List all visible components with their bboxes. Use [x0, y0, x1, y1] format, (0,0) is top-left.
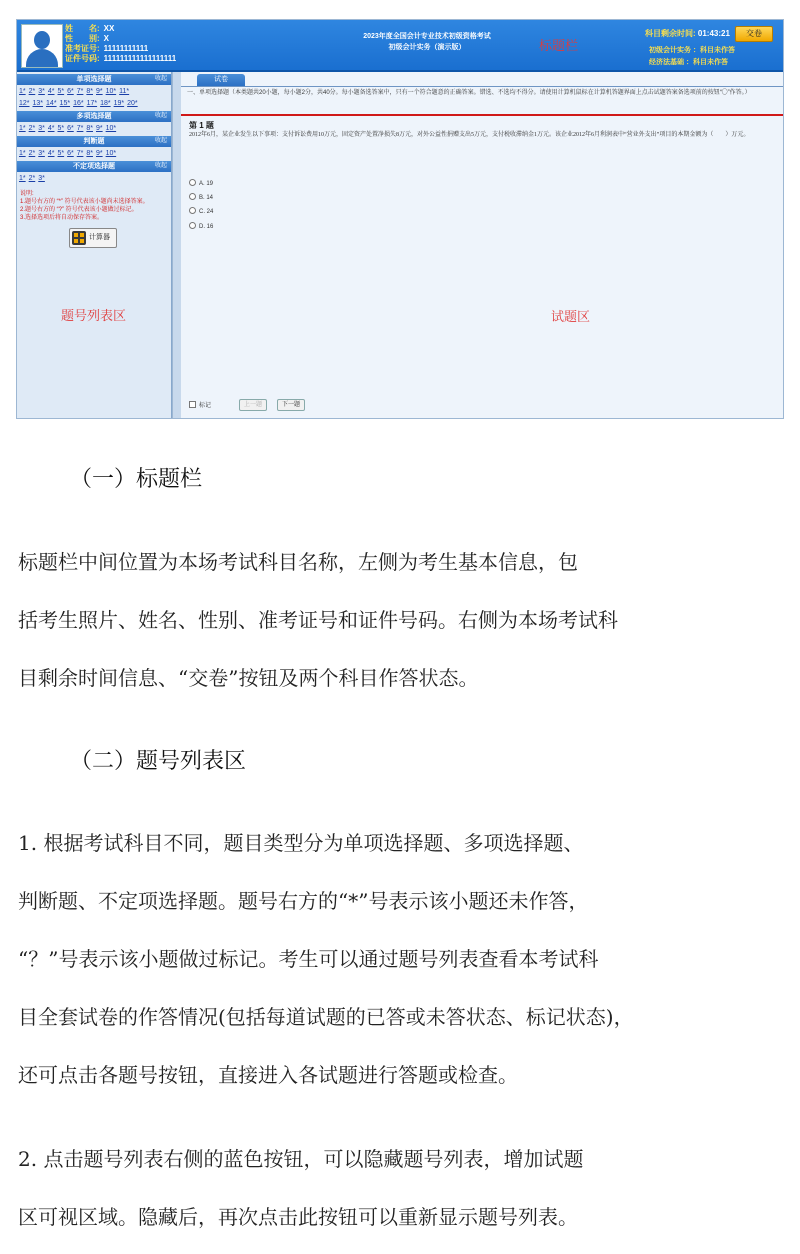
question-number-row: [17, 172, 171, 184]
ticket-label: 准考证号:: [65, 44, 100, 53]
question-list-panel: [17, 72, 172, 418]
collapse-button[interactable]: 收起: [154, 138, 167, 144]
radio-icon[interactable]: [189, 222, 196, 229]
paragraph-line: 目剩余时间信息、“交卷”按钮及两个科目作答状态。: [18, 666, 479, 690]
tab-strip: [181, 74, 783, 87]
question-number-button[interactable]: 3*: [38, 150, 45, 157]
paragraph-line: 还可点击各题号按钮，直接进入各试题进行答题或检查。: [18, 1063, 518, 1087]
section-header: [17, 136, 171, 147]
ticket-value: 11111111111: [103, 44, 149, 53]
paragraph-title-bar: [18, 533, 788, 707]
name-value: XX: [103, 24, 115, 33]
heading-question-list: （二）题号列表区: [70, 749, 247, 774]
option-label: D. 16: [199, 224, 214, 230]
question-number-button[interactable]: 1*: [19, 125, 26, 132]
question-number-button[interactable]: 11*: [119, 88, 130, 95]
question-sections: [17, 74, 171, 184]
question-number-button[interactable]: 6*: [67, 125, 74, 132]
option-label: C. 24: [199, 209, 214, 215]
mark-label: 标记: [199, 403, 212, 409]
question-number-button[interactable]: 6*: [67, 150, 74, 157]
candidate-photo: [21, 24, 63, 68]
question-number-button[interactable]: 17*: [86, 100, 98, 107]
subject-status-2: 经济法基础 ：科目未作答: [649, 59, 728, 66]
question-number-button[interactable]: 4*: [47, 88, 55, 95]
tab-paper[interactable]: 试卷: [197, 74, 245, 86]
question-number-button[interactable]: 4*: [47, 125, 55, 132]
mark-checkbox[interactable]: [189, 400, 211, 409]
radio-icon[interactable]: [189, 207, 196, 214]
candidate-info: [65, 24, 176, 64]
person-body-icon: [26, 49, 58, 68]
question-number-button[interactable]: 10*: [105, 125, 117, 132]
paragraph-question-list-1: [18, 814, 788, 1104]
option-d[interactable]: [189, 222, 213, 230]
annotation-question-list: 题号列表区: [61, 308, 127, 323]
gender-value: X: [103, 34, 110, 43]
question-number-button[interactable]: 2*: [28, 88, 36, 95]
question-stem: 2012年6月，某企业发生以下事项：支付诉讼费用10万元，固定资产处置净损失8万元，对外公益性捐赠支出5万元，支付税收滞纳金1万元。该企业2012年6月利润表中“营业外支出”项目的本期金额为（ ）万元。: [189, 132, 750, 138]
paragraph-line: 标题栏中间位置为本场考试科目名称，左侧为考生基本信息，包: [18, 550, 578, 574]
question-number-button[interactable]: 3*: [38, 125, 45, 132]
option-a[interactable]: [189, 179, 213, 187]
paragraph-line: 判断题、不定项选择题。题号右方的“*”号表示该小题还未作答，: [18, 889, 589, 913]
question-number-row: [17, 147, 171, 159]
annotation-title-bar: 标题栏: [539, 38, 579, 53]
question-number-row: [17, 122, 171, 134]
question-number-button[interactable]: 2*: [28, 125, 36, 132]
question-number-button[interactable]: 10*: [105, 88, 117, 95]
question-number-row: [17, 85, 171, 97]
exam-title-line-1: 2023年度全国会计专业技术初级资格考试: [363, 33, 491, 40]
calculator-icon: [72, 231, 86, 245]
calculator-label: 计算器: [89, 234, 110, 241]
question-number-button[interactable]: 15*: [59, 100, 71, 107]
exam-screenshot: [16, 19, 784, 419]
legend-line: 1.题号右方的 “*” 符号代表该小题尚未选择答案。: [20, 199, 149, 205]
section-header: [17, 74, 171, 85]
section-title: 判断题: [83, 138, 105, 145]
calculator-button[interactable]: [69, 228, 117, 248]
submit-button[interactable]: 交卷: [735, 26, 773, 42]
question-number-button[interactable]: 5*: [57, 125, 65, 132]
collapse-button[interactable]: 收起: [154, 113, 167, 119]
question-number-button[interactable]: 7*: [76, 150, 84, 157]
checkbox-icon[interactable]: [189, 401, 196, 408]
heading-title-bar: （一）标题栏: [70, 467, 203, 492]
subject-status-1: 初级会计实务 ：科目未作答: [649, 47, 735, 54]
question-number-button[interactable]: 12*: [19, 100, 30, 107]
option-label: B. 14: [199, 195, 214, 201]
gender-label: 性 别:: [65, 34, 100, 43]
section-title: 不定项选择题: [73, 163, 115, 170]
question-number-button[interactable]: 10*: [105, 150, 117, 157]
question-number-button[interactable]: 3*: [38, 175, 45, 182]
paragraph-line: 括考生照片、姓名、性别、准考证号和证件号码。右侧为本场考试科: [18, 608, 618, 632]
person-icon: [34, 31, 50, 49]
option-c[interactable]: [189, 207, 213, 215]
option-b[interactable]: [189, 193, 213, 201]
collapse-button[interactable]: 收起: [154, 76, 167, 82]
question-number-row: [17, 97, 171, 109]
paragraph-line: 2. 点击题号列表右侧的蓝色按钮，可以隐藏题号列表，增加试题: [18, 1147, 584, 1171]
question-number-button[interactable]: 5*: [57, 150, 65, 157]
question-number-button[interactable]: 6*: [67, 88, 74, 95]
paragraph-line: 目全套试卷的作答情况(包括每道试题的已答或未答状态、标记状态)，: [18, 1005, 634, 1029]
question-number-button[interactable]: 9*: [96, 150, 103, 157]
question-number-button[interactable]: 7*: [76, 88, 84, 95]
section-title: 多项选择题: [76, 113, 112, 120]
question-number-button[interactable]: 4*: [47, 150, 55, 157]
question-number-button[interactable]: 8*: [86, 125, 93, 132]
legend-line: 3.选择选项后将自动保存答案。: [20, 215, 104, 221]
time-label: 科目剩余时间:: [645, 29, 696, 38]
id-value: 111111111111111111: [103, 54, 177, 63]
question-number-button[interactable]: 16*: [73, 100, 84, 107]
question-number-button[interactable]: 18*: [100, 100, 111, 107]
exam-title-line-2: 初级会计实务（演示版）: [388, 44, 466, 51]
section-header: [17, 111, 171, 122]
question-number-button[interactable]: 1*: [19, 175, 26, 182]
prev-question-button[interactable]: 上一题: [239, 399, 267, 411]
paragraph-line: 区可视区域。隐藏后，再次点击此按钮可以重新显示题号列表。: [18, 1205, 578, 1229]
question-area: [181, 72, 783, 418]
radio-icon[interactable]: [189, 179, 196, 186]
legend-line: 说明:: [20, 191, 34, 197]
section-instructions: 一、单项选择题（本类题共20小题，每小题2分，共40分。每小题备选答案中，只有一个符合题意的正确答案。错选、不选均不得分。请使用计算机鼠标在计算机答题界面上点击试题答案备选项前的按钮“〇”作答。）: [187, 90, 751, 96]
question-number-button[interactable]: 5*: [57, 88, 65, 95]
name-label: 姓 名:: [65, 24, 100, 33]
question-number-button[interactable]: 20*: [127, 100, 138, 107]
question-number-button[interactable]: 7*: [76, 125, 84, 132]
question-number-button[interactable]: 8*: [86, 150, 93, 157]
paragraph-question-list-2: [18, 1130, 788, 1246]
question-number-button[interactable]: 9*: [96, 88, 103, 95]
legend: [17, 184, 171, 222]
question-number-button[interactable]: 2*: [28, 150, 36, 157]
exam-title: [317, 31, 537, 53]
question-number-button[interactable]: 14*: [46, 100, 57, 107]
option-label: A. 19: [199, 181, 214, 187]
remaining-time: [645, 28, 730, 39]
question-number-button[interactable]: 9*: [96, 125, 103, 132]
question-number-button[interactable]: 13*: [32, 100, 44, 107]
question-number-button[interactable]: 8*: [86, 88, 93, 95]
paragraph-line: 1. 根据考试科目不同，题目类型分为单项选择题、多项选择题、: [18, 831, 584, 855]
annotation-question-area: 试题区: [551, 309, 591, 324]
id-label: 证件号码:: [65, 54, 100, 63]
sidebar-toggle-bar[interactable]: [172, 72, 181, 418]
title-bar: [17, 20, 783, 72]
question-number-button[interactable]: 3*: [38, 88, 45, 95]
time-value: 01:43:21: [697, 29, 730, 38]
radio-icon[interactable]: [189, 193, 196, 200]
next-question-button[interactable]: 下一题: [277, 399, 305, 411]
question-number-button[interactable]: 2*: [28, 175, 36, 182]
section-header: [17, 161, 171, 172]
collapse-button[interactable]: 收起: [154, 163, 167, 169]
question-number-button[interactable]: 1*: [19, 88, 26, 95]
question-number-button[interactable]: 19*: [113, 100, 125, 107]
paragraph-line: “？”号表示该小题做过标记。考生可以通过题号列表查看本考试科: [18, 947, 599, 971]
section-title: 单项选择题: [76, 76, 112, 83]
divider: [181, 114, 783, 116]
legend-line: 2.题号右方的 “?” 符号代表该小题做过标记。: [20, 207, 138, 213]
question-title: 第 1 题: [189, 121, 214, 130]
question-number-button[interactable]: 1*: [19, 150, 26, 157]
